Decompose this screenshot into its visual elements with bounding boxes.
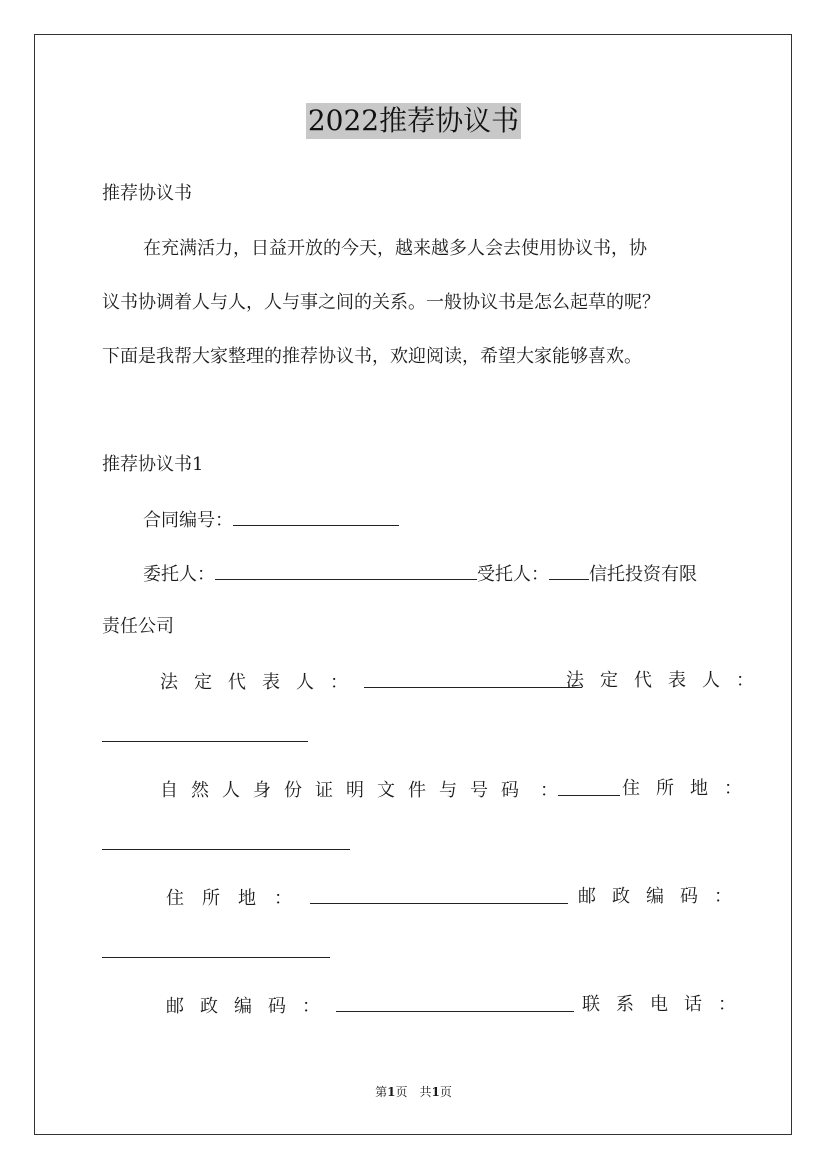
postal-row-2 [166, 993, 574, 1019]
postal-code-blank-1[interactable] [102, 939, 330, 958]
trustee-label: 受托人： [477, 564, 549, 585]
phone-label: 联系电话： [582, 994, 752, 1015]
document-title: 2022推荐协议书 [307, 104, 520, 137]
footer-page-suffix: 页 [439, 1085, 452, 1099]
legal-rep-blank-row [102, 723, 308, 749]
section-heading: 推荐协议书1 [102, 454, 204, 475]
intro-line-1: 在充满活力，日益开放的今天，越来越多人会去使用协议书，协 [143, 238, 647, 259]
contract-number-row [143, 507, 399, 533]
legal-rep-blank-2[interactable] [102, 723, 308, 742]
footer-page-number: 1 [387, 1085, 396, 1099]
title-container [0, 103, 827, 139]
postal-blank-row [102, 939, 330, 965]
phone-row [582, 993, 752, 1017]
postal-code-blank-2[interactable] [336, 993, 574, 1012]
footer-page-mid: 页 共 [395, 1085, 432, 1099]
legal-rep-blank-1[interactable] [364, 669, 582, 688]
legal-rep-row [160, 669, 582, 695]
residence-row-1 [622, 777, 758, 801]
footer-page-total: 1 [431, 1085, 440, 1099]
intro-line-2: 议书协调着人与人，人与事之间的关系。一般协议书是怎么起草的呢？ [102, 292, 660, 313]
page-footer [0, 1084, 827, 1100]
parties-row [143, 561, 697, 587]
legal-rep-label-2: 法定代表人： [566, 670, 770, 691]
residence-blank-2[interactable] [310, 885, 568, 904]
postal-code-label-2: 邮政编码： [166, 996, 336, 1017]
entrustor-label: 委托人： [143, 564, 215, 585]
id-doc-blank[interactable] [558, 777, 620, 796]
residence-blank-row [102, 831, 350, 857]
entrustor-blank[interactable] [215, 561, 477, 580]
id-doc-label: 自然人身份证明文件与号码 [160, 780, 532, 801]
intro-line-3: 下面是我帮大家整理的推荐协议书，欢迎阅读，希望大家能够喜欢。 [102, 346, 642, 367]
trust-company-suffix: 信托投资有限 [589, 564, 697, 585]
legal-rep-label-1: 法定代表人： [160, 672, 364, 693]
legal-rep-row-2 [566, 669, 770, 693]
subtitle: 推荐协议书 [102, 183, 192, 204]
contract-number-blank[interactable] [233, 507, 399, 526]
contract-number-label: 合同编号： [143, 510, 233, 531]
postal-code-label-1: 邮政编码： [578, 886, 748, 907]
postal-row-1 [578, 885, 748, 909]
residence-label-1: 住所地： [622, 778, 758, 799]
residence-label-2: 住所地： [166, 888, 310, 909]
residence-blank-1[interactable] [102, 831, 350, 850]
id-doc-row [160, 777, 620, 803]
trustee-blank[interactable] [549, 561, 589, 580]
residence-row-2 [166, 885, 568, 911]
trust-company-suffix-2: 责任公司 [102, 616, 174, 637]
footer-page-prefix: 第 [375, 1085, 388, 1099]
id-doc-colon: ： [540, 780, 558, 801]
